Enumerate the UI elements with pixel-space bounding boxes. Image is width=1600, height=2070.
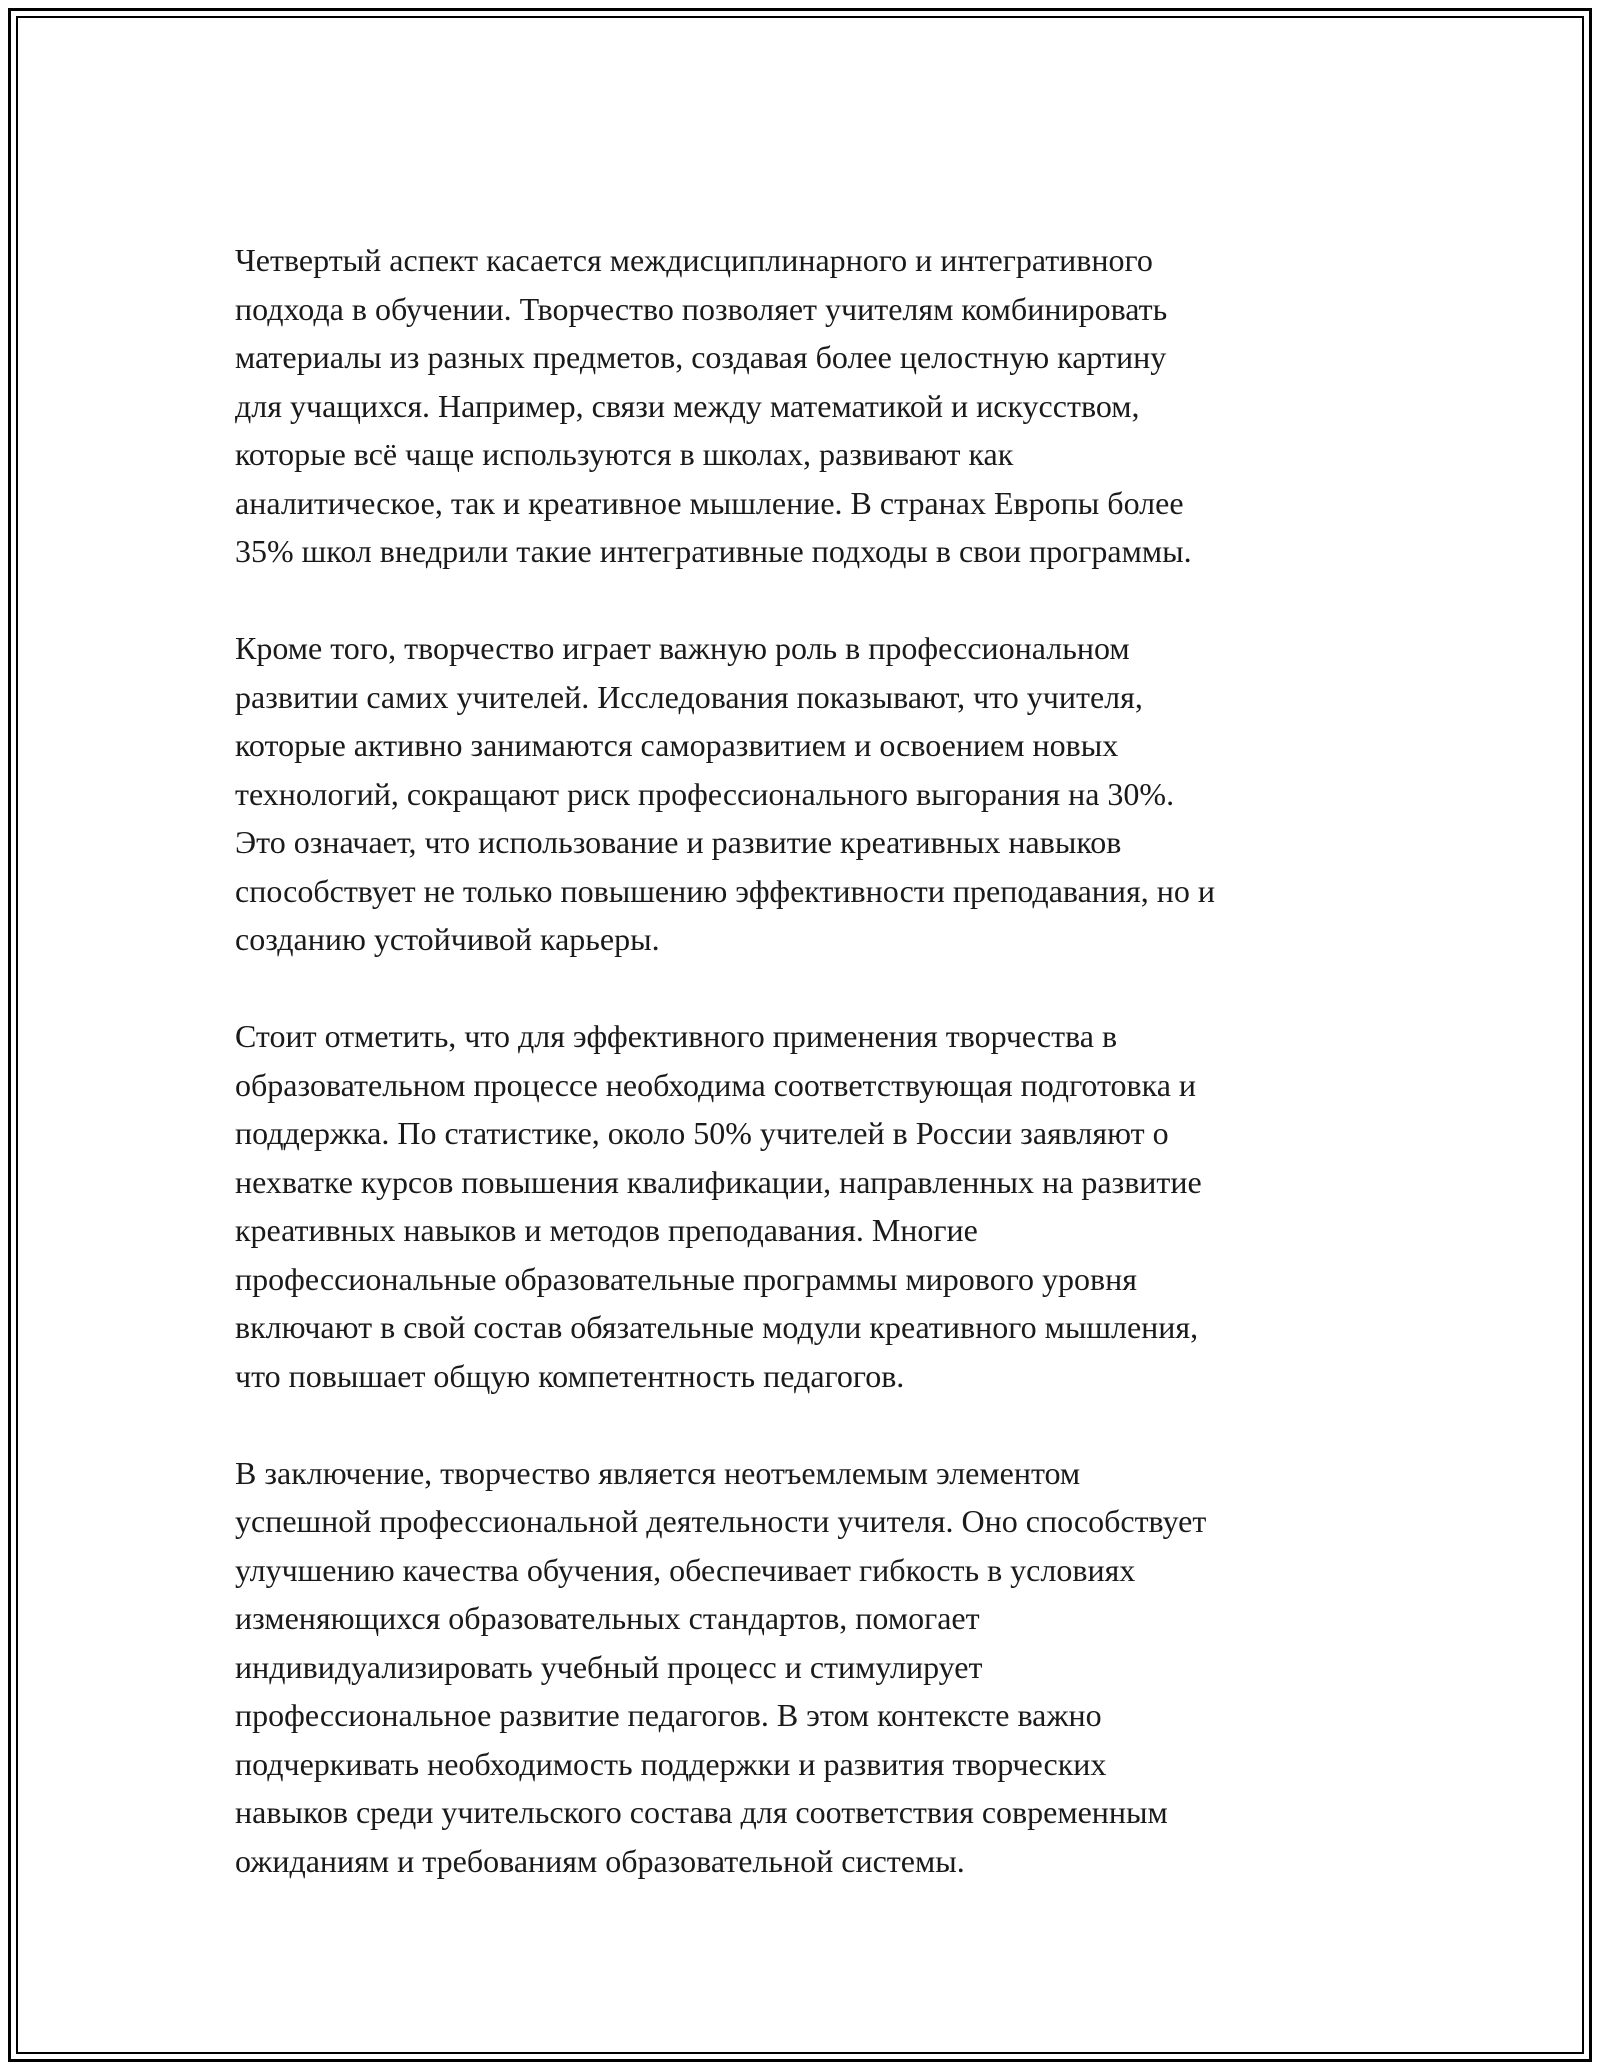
text-line: Стоит отметить, что для эффективного применения творчества в bbox=[235, 1018, 1118, 1054]
text-line: которые активно занимаются саморазвитием и освоением новых bbox=[235, 727, 1119, 763]
text-line: подхода в обучении. Творчество позволяет учителям комбинировать bbox=[235, 290, 1168, 327]
text-line: В заключение, творчество является неотъемлемым элементом bbox=[235, 1454, 1081, 1491]
text-line: созданию устойчивой карьеры. bbox=[235, 921, 660, 957]
paragraph-interdisciplinary bbox=[235, 236, 1375, 576]
text-line: Это означает, что использование и развитие креативных навыков bbox=[235, 824, 1122, 860]
text-line: включают в свой состав обязательные модули креативного мышления, bbox=[235, 1309, 1199, 1345]
text-line: развитии самих учителей. Исследования показывают, что учителя, bbox=[235, 678, 1143, 715]
text-line: успешной профессиональной деятельности учителя. Оно способствует bbox=[235, 1503, 1207, 1539]
text-line: нехватке курсов повышения квалификации, направленных на развитие bbox=[235, 1163, 1202, 1200]
text-line: 35% школ внедрили такие интегративные подходы в свои программы. bbox=[235, 533, 1192, 569]
text-line: индивидуализировать учебный процесс и стимулирует bbox=[235, 1648, 983, 1685]
text-line: Кроме того, творчество играет важную роль в профессиональном bbox=[235, 630, 1130, 666]
text-line: подчеркивать необходимость поддержки и развития творческих bbox=[235, 1745, 1107, 1782]
text-line: навыков среди учительского состава для соответствия современным bbox=[235, 1794, 1168, 1830]
paragraph-professional-development bbox=[235, 624, 1375, 964]
text-line: технологий, сокращают риск профессионального выгорания на 30%. bbox=[235, 775, 1175, 812]
text-line: которые всё чаще используются в школах, развивают как bbox=[235, 436, 1014, 472]
paragraph-conclusion bbox=[235, 1449, 1375, 1886]
text-line: изменяющихся образовательных стандартов, помогает bbox=[235, 1600, 980, 1636]
text-line: профессиональное развитие педагогов. В этом контексте важно bbox=[235, 1697, 1102, 1733]
text-line: ожиданиям и требованиям образовательной системы. bbox=[235, 1842, 965, 1879]
text-line: креативных навыков и методов преподавания. Многие bbox=[235, 1212, 978, 1248]
text-line: поддержка. По статистике, около 50% учителей в России заявляют о bbox=[235, 1115, 1169, 1151]
text-line: способствует не только повышению эффективности преподавания, но и bbox=[235, 872, 1215, 909]
text-line: образовательном процессе необходима соответствующая подготовка и bbox=[235, 1066, 1197, 1103]
text-line: аналитическое, так и креативное мышление. В странах Европы более bbox=[235, 484, 1184, 521]
paragraph-training-support bbox=[235, 1012, 1375, 1400]
text-line: для учащихся. Например, связи между математикой и искусством, bbox=[235, 387, 1140, 424]
text-line: материалы из разных предметов, создавая более целостную картину bbox=[235, 339, 1167, 375]
document-body bbox=[235, 236, 1375, 1885]
text-line: улучшению качества обучения, обеспечивает гибкость в условиях bbox=[235, 1551, 1136, 1588]
text-line: Четвертый аспект касается междисциплинарного и интегративного bbox=[235, 242, 1153, 278]
text-line: профессиональные образовательные программы мирового уровня bbox=[235, 1260, 1137, 1297]
text-line: что повышает общую компетентность педагогов. bbox=[235, 1357, 905, 1394]
